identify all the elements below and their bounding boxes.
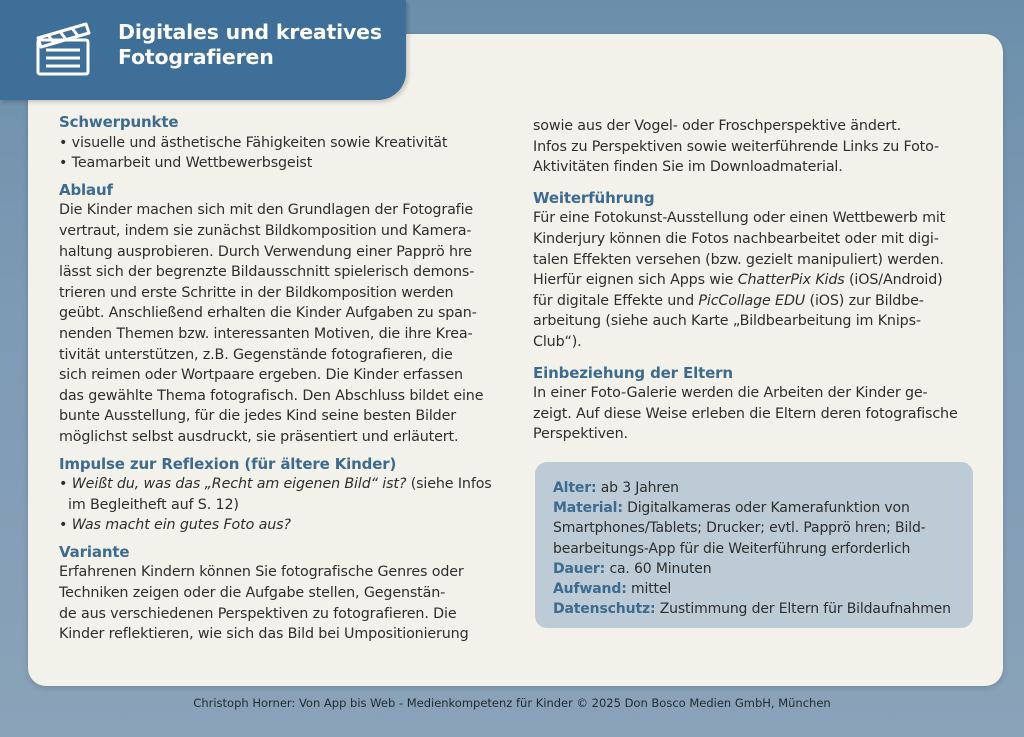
schwerpunkte-list	[59, 133, 519, 174]
weiterfuehrung-text-c: (iOS) zur Bildbe- arbeitung (siehe auch Karte „Bildbearbeitung im Knips- Club“).	[533, 292, 924, 350]
heading-impulse: Impulse zur Reflexion (für ältere Kinder)	[59, 454, 397, 473]
info-label: Alter:	[553, 480, 597, 496]
list-item: • Teamarbeit und Wettbewerbsgeist	[59, 155, 313, 172]
info-material	[553, 498, 963, 559]
impulse-note-1: (siehe Infos im Begleitheft auf S. 12)	[68, 476, 492, 513]
app-name-piccollage: PicCollage EDU	[698, 292, 806, 309]
info-value: Zustimmung der Eltern für Bildaufnahmen	[655, 601, 951, 618]
weiterfuehrung-text-a: Für eine Fotokunst-Ausstellung oder einen Wettbewerb mit Kinderjury können die Fotos nachbearbeitet oder mit digi- talen Effekten versehen (bzw. gezielt manipuliert) werden. Hierfür eignen sich Apps wie	[533, 210, 946, 289]
variante-continued-text: sowie aus der Vogel- oder Froschperspektive ändert. Infos zu Perspektiven sowie weiterführende Links zu Foto- Aktivitäten finden Sie im Downloadmaterial.	[533, 118, 939, 176]
impulse-question-1: Weißt du, was das „Recht am eigenen Bild“ ist?	[71, 476, 407, 493]
heading-weiterfuehrung: Weiterführung	[533, 188, 655, 207]
info-value: ab 3 Jahren	[596, 480, 679, 496]
info-value: Digitalkameras oder Kamerafunktion von Smartphones/Tablets; Drucker; evtl. Papprö hren; Bild- bearbeitungs-App für die Weiterführung erforderlich	[553, 500, 926, 557]
app-name-chatterpix: ChatterPix Kids	[737, 272, 845, 289]
heading-ablauf: Ablauf	[59, 180, 113, 199]
impulse-question-2: Was macht ein gutes Foto aus?	[71, 517, 291, 534]
info-label: Datenschutz:	[553, 601, 656, 618]
info-label: Dauer:	[553, 560, 606, 577]
weiterfuehrung-text-b: (iOS/Android) für digitale Effekte und	[533, 272, 943, 309]
title-line-1: Digitales und kreatives	[118, 20, 382, 44]
impulse-list	[59, 474, 519, 536]
info-aufwand	[553, 579, 963, 599]
right-column	[533, 116, 983, 445]
clapperboard-icon	[34, 14, 94, 78]
list-item: • Weißt du, was das „Recht am eigenen Bild“ ist? (siehe Infos im Begleitheft auf S. 12)	[59, 476, 492, 513]
eltern-text: In einer Foto-Galerie werden die Arbeiten der Kinder ge- zeigt. Auf diese Weise erleben die Eltern deren fotografische Perspektiven.	[533, 385, 958, 443]
list-item: • Was macht ein gutes Foto aus?	[59, 517, 291, 534]
list-item: • visuelle und ästhetische Fähigkeiten sowie Kreativität	[59, 134, 448, 151]
heading-eltern: Einbeziehung der Eltern	[533, 363, 733, 382]
heading-variante: Variante	[59, 542, 130, 561]
variante-text: Erfahrenen Kindern können Sie fotografische Genres oder Techniken zeigen oder die Aufgabe stellen, Gegenstän- de aus verschiedenen Perspektiven zu fotografieren. Die Kinder reflektieren, wie sich das Bild bei Umpositionierung	[59, 564, 469, 643]
info-label: Aufwand:	[553, 581, 627, 598]
ablauf-text: Die Kinder machen sich mit den Grundlagen der Fotografie vertraut, indem sie zunächst Bildkomposition und Kamera- haltung ausprobieren. Durch Verwendung einer Papprö hre lässt sich der begrenzte Bildausschnitt spielerisch demons- trieren und erste Schritte in der Bildkomposition werden geübt. Anschließend erhalten die Kinder Aufgaben zu span- nenden Themen bzw. interessanten Motiven, die ihre Krea- tivität unterstützen, z.B. Gegenstände fotografieren, die sich reimen oder Wortpaare ergeben. Die Kinder erfassen das gewählte Thema fotografisch. Den Abschluss bildet eine bunte Ausstellung, für die jedes Kind seine besten Bilder möglichst selbst ausdruckt, sie präsentiert und erläutert.	[59, 202, 484, 445]
footer-copyright: Christoph Horner: Von App bis Web - Medienkompetenz für Kinder © 2025 Don Bosco Medien GmbH, München	[193, 696, 831, 710]
left-column	[59, 112, 519, 645]
heading-schwerpunkte: Schwerpunkte	[59, 113, 179, 131]
info-label: Material:	[553, 500, 623, 517]
card-header	[0, 0, 406, 100]
title-line-2: Fotografieren	[118, 45, 274, 69]
info-datenschutz	[553, 599, 963, 619]
weiterfuehrung-text	[533, 208, 983, 352]
info-alter	[553, 478, 963, 498]
info-dauer	[553, 559, 963, 579]
info-value: mittel	[626, 581, 672, 598]
page-title	[118, 20, 382, 70]
info-value: ca. 60 Minuten	[605, 560, 712, 577]
info-box-content	[553, 478, 963, 619]
